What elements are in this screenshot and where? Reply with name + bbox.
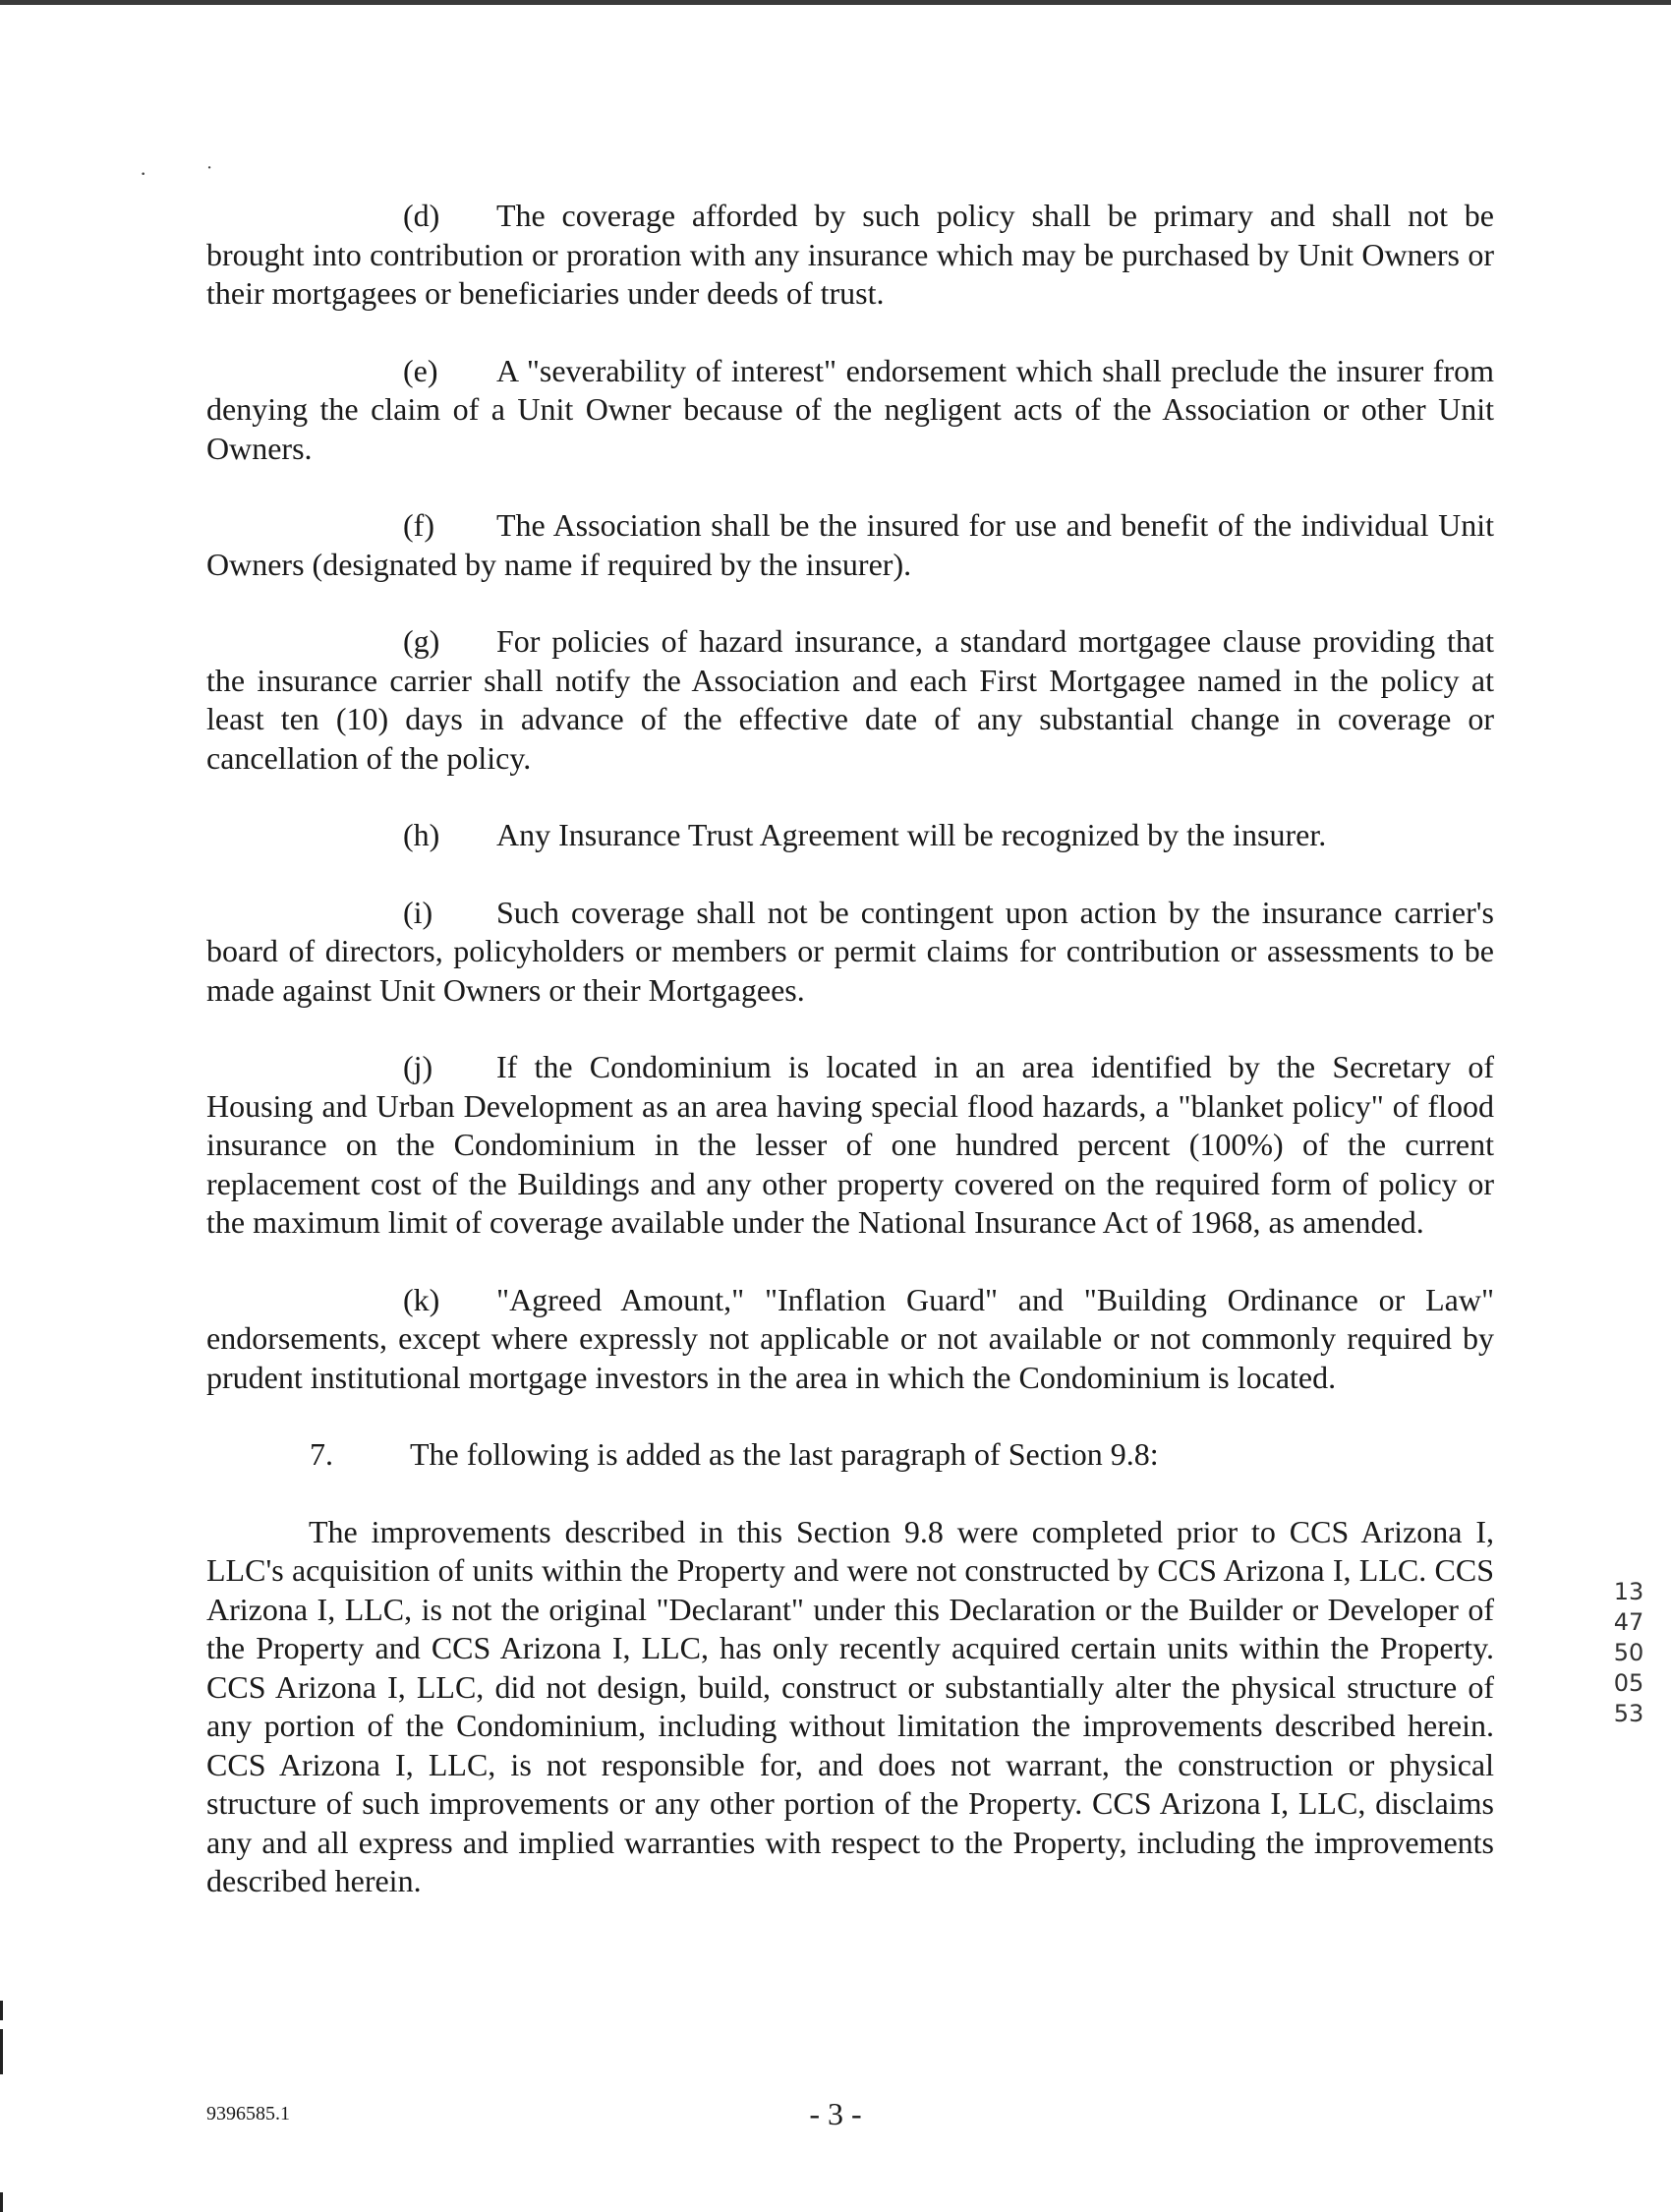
clause-h — [206, 816, 1494, 855]
scan-margin-mark — [0, 2001, 3, 2020]
clause-j — [206, 1048, 1494, 1243]
clause-e — [206, 352, 1494, 469]
section-text: The following is added as the last paragraph of Section 9.8: — [410, 1436, 1159, 1472]
document-body — [206, 197, 1494, 1901]
clause-label: (e) — [403, 352, 438, 388]
clause-text: A "severability of interest" endorsement which shall preclude the insurer from denying the claim of a Unit Owner because of the negligent acts of the Association or other Unit Owners. — [206, 352, 1494, 466]
scan-margin-mark — [0, 2029, 3, 2074]
clause-label: (g) — [403, 623, 440, 659]
clause-text: The coverage afforded by such policy shall be primary and shall not be brought into contribution or proration with any insurance which may be purchased by Unit Owners or their mortgagees or beneficiaries under deeds of trust. — [206, 198, 1494, 311]
clause-d — [206, 197, 1494, 314]
clause-label: (i) — [403, 894, 433, 930]
closing-paragraph: The improvements described in this Section 9.8 were completed prior to CCS Arizona I, LLC's acquisition of units within the Property and were not constructed by CCS Arizona I, LLC. CCS Arizona I, LLC, is not the original "Declarant" under this Declaration or the Builder or Developer of the Property and CCS Arizona I, LLC, has only recently acquired certain units within the Property. CCS Arizona I, LLC, did not design, build, construct or substantially alter the physical structure of any portion of the Condominium, including without limitation the improvements described herein. CCS Arizona I, LLC, is not responsible for, and does not warrant, the construction or physical structure of such improvements or any other portion of the Property. CCS Arizona I, LLC, disclaims any and all express and implied warranties with respect to the Property, including the improvements described herein. — [206, 1513, 1494, 1898]
clause-text: Such coverage shall not be contingent upon action by the insurance carrier's board of directors, policyholders or members or permit claims for contribution or assessments to be made against Unit Owners or their Mortgagees. — [206, 894, 1494, 1008]
clause-f — [206, 506, 1494, 584]
scan-top-border — [0, 0, 1671, 5]
clause-text: Any Insurance Trust Agreement will be recognized by the insurer. — [496, 817, 1327, 852]
clause-text: If the Condominium is located in an area identified by the Secretary of Housing and Urban Development as an area having special flood hazards, a "blanket policy" of flood insurance on the Condominium in the lesser of one hundred percent (100%) of the current replacement cost of the Buildings and any other property covered on the required form of policy or the maximum limit of coverage available under the National Insurance Act of 1968, as amended. — [206, 1049, 1494, 1240]
scan-specks: ·˙ — [140, 161, 272, 186]
clause-label: (j) — [403, 1049, 433, 1084]
clause-label: (h) — [403, 817, 440, 852]
section-label: 7. — [310, 1436, 333, 1472]
clause-k — [206, 1281, 1494, 1398]
clause-text: "Agreed Amount," "Inflation Guard" and "Building Ordinance or Law" endorsements, except where expressly not applicable or not available or not commonly required by prudent institutional mortgage investors in the area in which the Condominium is located. — [206, 1281, 1494, 1395]
footer-document-id: 9396585.1 — [206, 2103, 290, 2125]
clause-label: (f) — [403, 507, 434, 543]
section-7 — [206, 1435, 1494, 1475]
clause-label: (k) — [403, 1281, 440, 1317]
recording-number: 1347500553 — [1613, 1578, 1644, 1727]
clause-text: For policies of hazard insurance, a standard mortgagee clause providing that the insurance carrier shall notify the Association and each First Mortgagee named in the policy at least ten (10) days in advance of the effective date of any substantial change in coverage or cancellation of the policy. — [206, 623, 1494, 776]
clause-i — [206, 894, 1494, 1011]
clause-g — [206, 622, 1494, 778]
clause-text: The Association shall be the insured for use and benefit of the individual Unit Owners (designated by name if required by the insurer). — [206, 507, 1494, 582]
clause-label: (d) — [403, 198, 440, 233]
scan-margin-mark — [0, 2192, 3, 2212]
page-number: - 3 - — [809, 2096, 862, 2131]
